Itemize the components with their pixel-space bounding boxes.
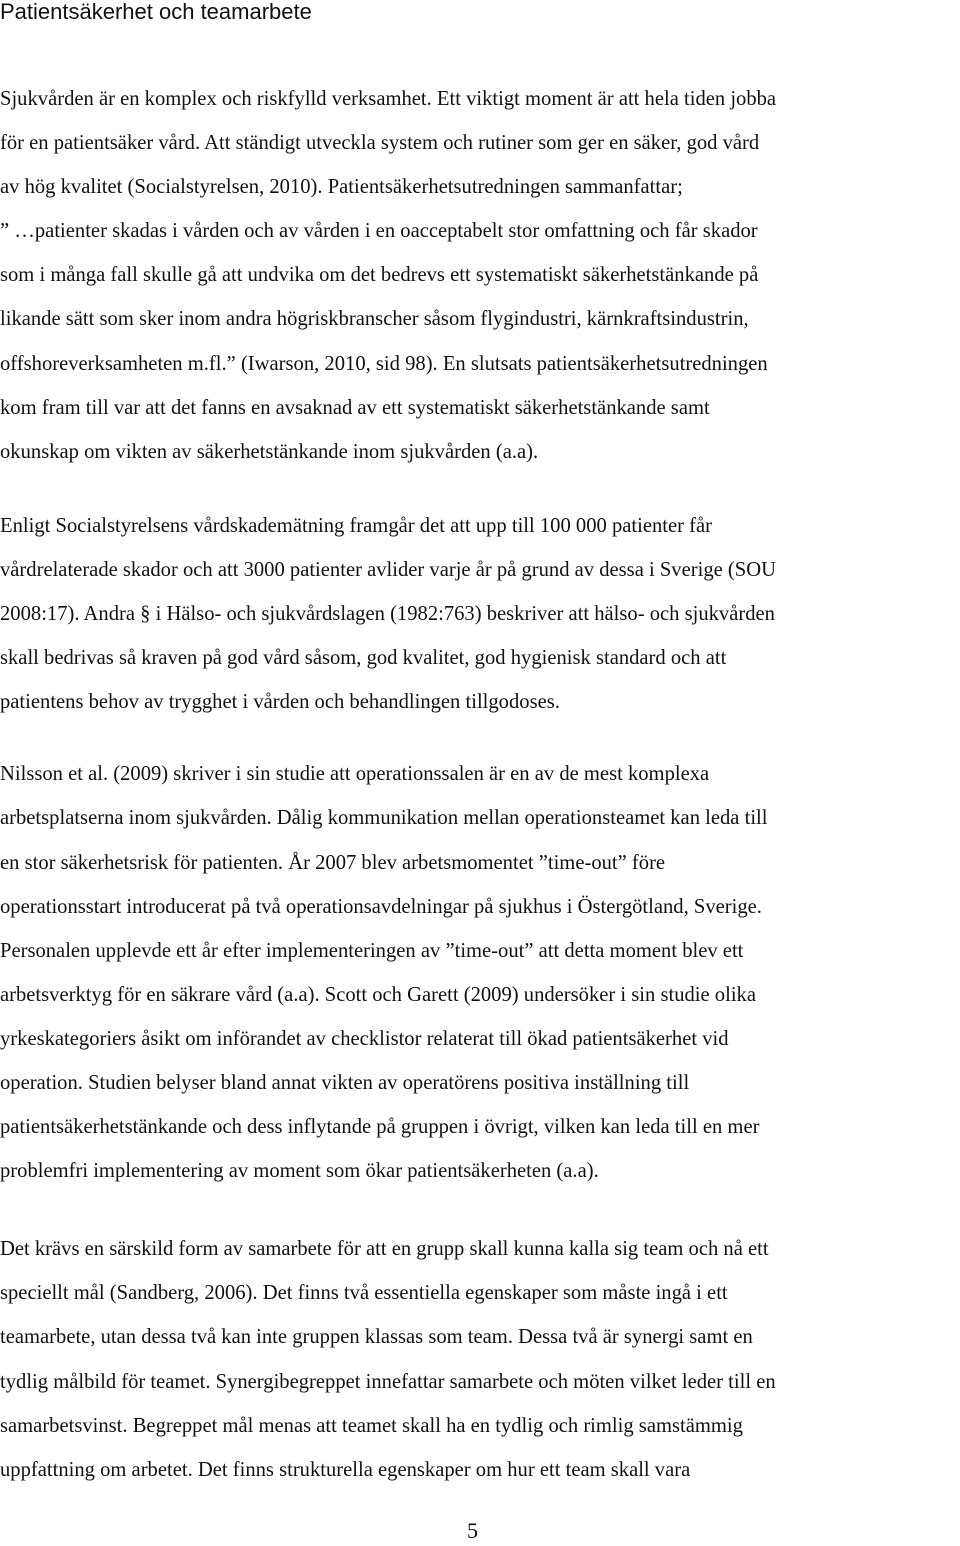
text-line: samarbetsvinst. Begreppet mål menas att teamet skall ha en tydlig och rimlig samstämmig: [0, 1414, 743, 1437]
text-line: Nilsson et al. (2009) skriver i sin studie att operationssalen är en av de mest komplexa: [0, 763, 710, 786]
document-body: [0, 77, 960, 1492]
page-title: Patientsäkerhet och teamarbete: [0, 0, 312, 24]
text-line: problemfri implementering av moment som ökar patientsäkerheten (a.a).: [0, 1160, 599, 1183]
paragraph-operating-room: [0, 752, 960, 1193]
text-line: operation. Studien belyser bland annat vikten av operatörens positiva inställning till: [0, 1071, 690, 1094]
text-line: patientsäkerhetstänkande och dess inflytande på gruppen i övrigt, vilken kan leda till en mer: [0, 1116, 760, 1139]
text-line: som i många fall skulle gå att undvika om det bedrevs ett systematiskt säkerhetstänkande på: [0, 264, 759, 287]
text-line: likande sätt som sker inom andra högriskbranscher såsom flygindustri, kärnkraftsindustrin,: [0, 308, 749, 331]
text-line: operationsstart introducerat på två operationsavdelningar på sjukhus i Östergötland, Sverige.: [0, 895, 762, 918]
text-line: arbetsverktyg för en säkrare vård (a.a). Scott och Garett (2009) undersöker i sin studie olika: [0, 983, 756, 1006]
text-line: uppfattning om arbetet. Det finns strukturella egenskaper om hur ett team skall vara: [0, 1458, 691, 1481]
text-line: för en patientsäker vård. Att ständigt utveckla system och rutiner som ger en säker, god vård: [0, 132, 760, 155]
text-line: Sjukvården är en komplex och riskfylld verksamhet. Ett viktigt moment är att hela tiden jobba: [0, 88, 777, 110]
text-line: skall bedrivas så kraven på god vård såsom, god kvalitet, god hygienisk standard och att: [0, 647, 727, 670]
paragraph-care-injuries: [0, 504, 960, 724]
text-line: Personalen upplevde ett år efter implementeringen av ”time-out” att detta moment blev ett: [0, 939, 744, 962]
text-line: Det krävs en särskild form av samarbete för att en grupp skall kunna kalla sig team och nå ett: [0, 1238, 769, 1261]
paragraph-teamwork: [0, 1227, 960, 1492]
text-line: offshoreverksamheten m.fl.” (Iwarson, 2010, sid 98). En slutsats patientsäkerhetsutredningen: [0, 352, 768, 375]
text-line: patientens behov av trygghet i vården och behandlingen tillgodoses.: [0, 691, 560, 714]
text-line: Enligt Socialstyrelsens vårdskademätning framgår det att upp till 100 000 patienter får: [0, 514, 713, 537]
text-line: arbetsplatserna inom sjukvården. Dålig kommunikation mellan operationsteamet kan leda till: [0, 807, 768, 830]
text-line: teamarbete, utan dessa två kan inte gruppen klassas som team. Dessa två är synergi samt en: [0, 1326, 753, 1349]
text-line: en stor säkerhetsrisk för patienten. År 2007 blev arbetsmomentet ”time-out” före: [0, 851, 666, 874]
text-line: av hög kvalitet (Socialstyrelsen, 2010). Patientsäkerhetsutredningen sammanfattar;: [0, 176, 683, 199]
text-line: speciellt mål (Sandberg, 2006). Det finns två essentiella egenskaper som måste ingå i ett: [0, 1282, 728, 1305]
text-line: okunskap om vikten av säkerhetstänkande inom sjukvården (a.a).: [0, 440, 539, 463]
text-line: kom fram till var att det fanns en avsaknad av ett systematiskt säkerhetstänkande samt: [0, 396, 710, 419]
page-number: 5: [467, 1518, 478, 1543]
text-line: 2008:17). Andra § i Hälso- och sjukvårdslagen (1982:763) beskriver att hälso- och sjukvården: [0, 603, 775, 626]
text-line: vårdrelaterade skador och att 3000 patienter avlider varje år på grund av dessa i Sverige (SOU: [0, 558, 776, 581]
text-line: tydlig målbild för teamet. Synergibegreppet innefattar samarbete och möten vilket leder till en: [0, 1370, 776, 1393]
paragraph-patient-safety: [0, 77, 960, 474]
text-line: yrkeskategoriers åsikt om införandet av checklistor relaterat till ökad patientsäkerhet vid: [0, 1027, 729, 1050]
text-line: ” …patienter skadas i vården och av vården i en oacceptabelt stor omfattning och får skador: [0, 220, 758, 243]
